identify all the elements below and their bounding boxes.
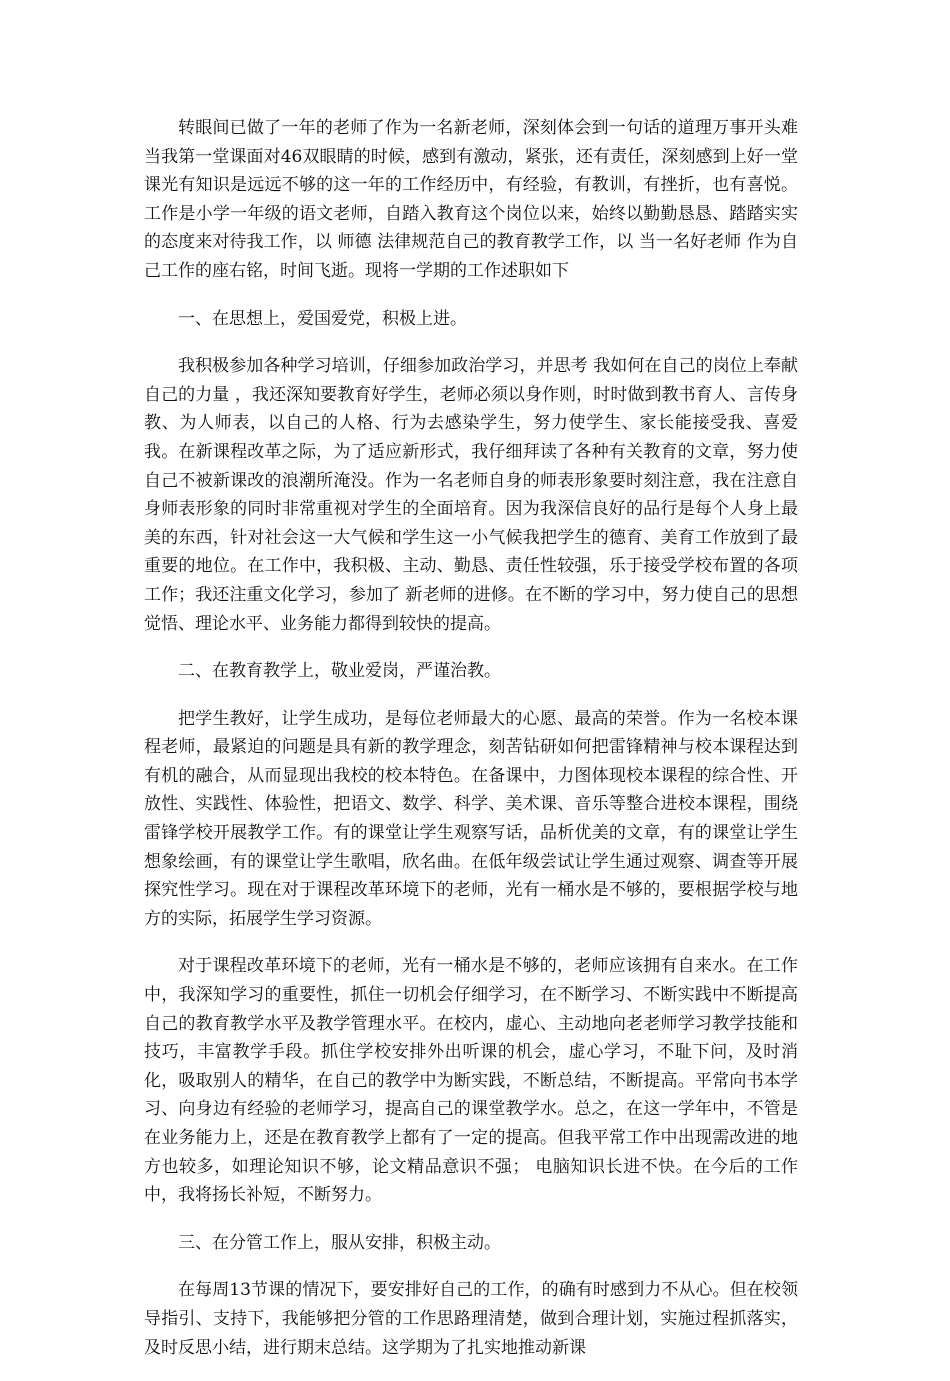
intro-paragraph: 转眼间已做了一年的老师了作为一名新老师，深刻体会到一句话的道理万事开头难 当我第一堂课面对46双眼睛的时候，感到有激动，紧张，还有责任，深刻感到上好一堂课光有知识是远远不够的这一年的工作经历中，有经验，有教训，有挫折，也有喜悦。工作是小学一年级的语文老师，自踏入教育这个岗位以来，始终以勤勤恳恳、踏踏实实的态度来对待我工作，以 师德 法律规范自己的教育教学工作，以 当一名好老师 作为自己工作的座右铭，时间飞逝。现将一学期的工作述职如下 xyxy=(144,118,798,281)
section2-paragraph-1: 把学生教好，让学生成功，是每位老师最大的心愿、最高的荣誉。作为一名校本课程老师，最紧迫的问题是具有新的教学理念，刻苦钻研如何把雷锋精神与校本课程达到有机的融合，从而显现出我校的校本特色。在备课中，力图体现校本课程的综合性、开放性、实践性、体验性，把语文、数学、科学、美术课、音乐等整合进校本课程，围绕雷锋学校开展教学工作。有的课堂让学生观察写话，品析优美的文章，有的课堂让学生想象绘画，有的课堂让学生歌唱，欣名曲。在低年级尝试让学生通过观察、调查等开展探究性学习。现在对于课程改革环境下的老师，光有一桶水是不够的，要根据学校与地方的实际，拓展学生学习资源。 xyxy=(144,708,798,929)
section2-paragraph-2: 对于课程改革环境下的老师，光有一桶水是不够的，老师应该拥有自来水。在工作中，我深知学习的重要性，抓住一切机会仔细学习，在不断学习、不断实践中不断提高自己的教育教学水平及教学管理水平。在校内，虚心、主动地向老老师学习教学技能和技巧，丰富教学手段。抓住学校安排外出听课的机会，虚心学习，不耻下问，及时消化，吸取别人的精华，在自己的教学中为断实践，不断总结，不断提高。平常向书本学习、向身边有经验的老师学习，提高自己的课堂教学水。总之，在这一学年中，不管是在业务能力上，还是在教育教学上都有了一定的提高。但我平常工作中出现需改进的地方也较多，如理论知识不够，论文精品意识不强； 电脑知识长进不快。在今后的工作中，我将扬长补短，不断努力。 xyxy=(144,956,798,1206)
section1-heading: 一、在思想上，爱国爱党，积极上进。 xyxy=(178,308,467,329)
document-body xyxy=(144,114,798,1381)
section2-heading: 二、在教育教学上，敬业爱岗，严谨治教。 xyxy=(178,661,501,682)
section3-heading: 三、在分管工作上，服从安排，积极主动。 xyxy=(178,1232,501,1253)
section1-paragraph: 我积极参加各种学习培训，仔细参加政治学习，并思考 我如何在自己的岗位上奉献自己的力量 ，我还深知要教育好学生，老师必须以身作则，时时做到教书育人、言传身教、为人师表，以自己的人格、行为去感染学生，努力使学生、家长能接受我、喜爱我。在新课程改革之际，为了适应新形式，我仔细拜读了各种有关教育的文章，努力使自己不被新课改的浪潮所淹没。作为一名老师自身的师表形象要时刻注意，我在注意自身师表形象的同时非常重视对学生的全面培育。因为我深信良好的品行是每个人身上最美的东西，针对社会这一大气候和学生这一小气候我把学生的德育、美育工作放到了最重要的地位。在工作中，我积极、主动、勤恳、责任性较强，乐于接受学校布置的各项工作；我还注重文化学习，参加了 新老师的进修。在不断的学习中，努力使自己的思想觉悟、理论水平、业务能力都得到较快的提高。 xyxy=(144,356,798,634)
section3-paragraph: 在每周13节课的情况下，要安排好自己的工作，的确有时感到力不从心。但在校领导指引、支持下，我能够把分管的工作思路理清楚，做到合理计划，实施过程抓落实，及时反思小结，进行期末总结。这学期为了扎实地推动新课 xyxy=(144,1280,798,1358)
